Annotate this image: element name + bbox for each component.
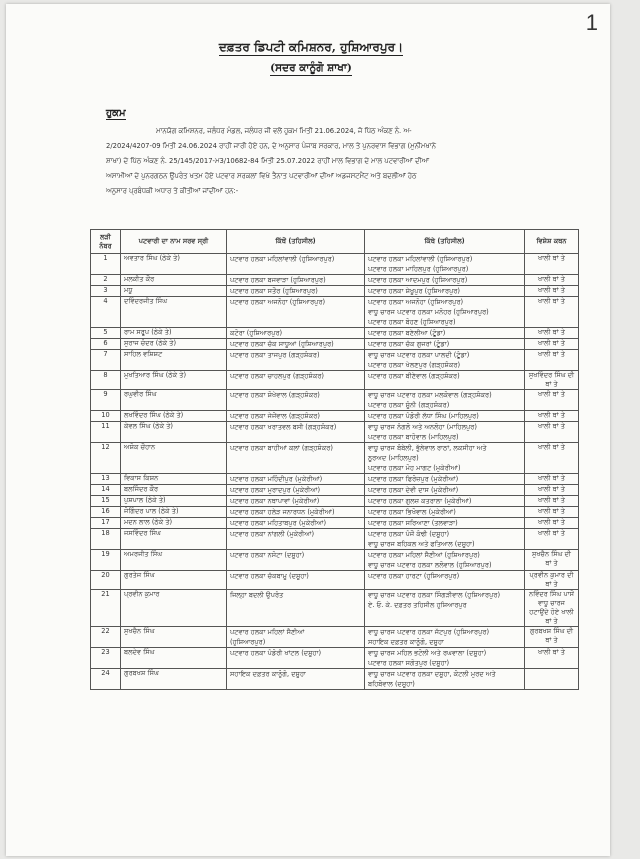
cell-serial: 13: [91, 474, 121, 485]
to-line: ਪਟਵਾਰ ਹਲਕਾ ਅਜਨੋਹਾ (ਹੁਸ਼ਿਆਰਪੁਰ): [368, 298, 464, 306]
cell-to: [365, 328, 525, 339]
cell-to: [365, 443, 525, 474]
to-line: ਪਟਵਾਰ ਹਲਕਾ ਮਾਹਿਲਪੁਰ (ਹੁਸ਼ਿਆਰਪੁਰ): [368, 265, 469, 273]
cell-from: [227, 286, 365, 297]
table-row: [91, 627, 579, 648]
to-line: ਵਾਧੂ ਚਾਰਜ ਪਟਵਾਰ ਹਲਕਾ ਮਨੋਹਰ (ਹੁਸ਼ਿਆਰਪੁਰ): [368, 308, 489, 316]
table-row: [91, 350, 579, 371]
cell-name: ਬਲਦੇਵ ਸਿੰਘ: [121, 648, 227, 669]
cell-from: [227, 507, 365, 518]
cell-serial: 2: [91, 275, 121, 286]
cell-remarks: ਖਾਲੀ ਥਾਂ ਤੇ: [525, 254, 579, 275]
cell-name: ਲਖਵਿੰਦਰ ਸਿੰਘ (ਠੇਕੇ ਤੇ): [121, 411, 227, 422]
cell-serial: 16: [91, 507, 121, 518]
from-line: (ਹੁਸ਼ਿਆਰਪੁਰ): [230, 638, 266, 646]
cell-name: ਵਿਕਾਸ ਕਿਸ਼ਨ: [121, 474, 227, 485]
cell-remarks: ਖਾਲੀ ਥਾਂ ਤੇ: [525, 443, 579, 474]
table-row: [91, 422, 579, 443]
table-row: [91, 648, 579, 669]
cell-serial: 8: [91, 371, 121, 390]
table-row: [91, 529, 579, 550]
cell-from: [227, 474, 365, 485]
table-header-row: [91, 230, 579, 254]
cell-serial: 12: [91, 443, 121, 474]
from-line: ਪਟਵਾਰ ਹਲਕਾ ਚੱਕਬਾਮੂ (ਦਸੂਹਾ): [230, 572, 309, 580]
cell-serial: 10: [91, 411, 121, 422]
cell-name: ਰਾਮ ਸਰੂਪ (ਠੇਕੇ ਤੇ): [121, 328, 227, 339]
to-line: ਪਟਵਾਰ ਹਲਕਾ ਆਦਮਪੁਰ (ਹੁਸ਼ਿਆਰਪੁਰ): [368, 276, 468, 284]
cell-from: [227, 669, 365, 690]
to-line: ਪਟਵਾਰ ਹਲਕਾ ਚੱਕ ਗੁਜਰਾਂ (ਟੂੰਡਾ): [368, 340, 450, 348]
from-line: ਪਟਵਾਰ ਹਲਕਾ ਸ਼ੋਖੇਵਾਲ (ਗੜ੍ਹਸ਼ੰਕਰ): [230, 391, 320, 399]
to-line: ਏ. ਓ. ਕੇ. ਦਫ਼ਤਰ ਤਹਿਸੀਲ ਹੁਸ਼ਿਆਰਪੁਰ: [368, 601, 467, 609]
cell-name: ਪੁਸ਼ਪਾਲ (ਠੇਕੇ ਤੇ): [121, 496, 227, 507]
cell-name: ਅਸ਼ੋਕ ਚੌਹਾਨ: [121, 443, 227, 474]
table-row: [91, 590, 579, 627]
cell-remarks: ਖਾਲੀ ਥਾਂ ਤੇ: [525, 275, 579, 286]
cell-serial: 21: [91, 590, 121, 627]
cell-from: [227, 339, 365, 350]
to-line: ਵਾਧੂ ਚਾਰਜ ਨੰਗਲੋ ਅਤੇ ਅਨਲੋਹਾ (ਮਾਹਿਲਪੁਰ): [368, 423, 477, 431]
from-line: ਪਟਵਾਰ ਹਲਕਾ ਚਾਹਲਪੁਰ (ਗੜ੍ਹਸ਼ੰਕਰ): [230, 372, 324, 380]
table-row: [91, 254, 579, 275]
cell-serial: 4: [91, 297, 121, 328]
order-line: ਸ਼ਾਖਾ) ਦੇ ਪਿੱਠ ਅੰਕਣ ਨੰ. 25/145/2017-ਮ3/10682-84 ਮਿਤੀ 25.07.2022 ਰਾਹੀਂ ਮਾਲ ਵਿਭਾਗ ਦੇ ਮਾਲ ਪਟਵਾਰੀਆਂ ਦੀਆਂ: [106, 157, 429, 165]
from-line: ਪਟਵਾਰ ਹਲਕਾ ਨਸੋਟਾ (ਦਸੂਹਾ): [230, 551, 305, 559]
document-page: [6, 4, 610, 856]
cell-name: ਮੁਖਤਿਆਰ ਸਿੰਘ (ਠੇਕੇ ਤੇ): [121, 371, 227, 390]
cell-remarks: ਖਾਲੀ ਥਾਂ ਤੇ: [525, 286, 579, 297]
to-line: ਵਾਧੂ ਚਾਰਜ ਪਟਵਾਰ ਹਲਕਾ ਜੱਟਪੁਰ (ਹੁਸ਼ਿਆਰਪੁਰ): [368, 628, 490, 636]
transfer-table: [90, 229, 579, 690]
to-line: ਪਟਵਾਰ ਹਲਕਾ ਗੁਲਜ਼ ਕਤਰਾਲਾ (ਮੁਕੇਰੀਆਂ): [368, 497, 472, 505]
page-number: 1: [585, 10, 598, 35]
cell-from: [227, 550, 365, 571]
to-line: ਪਟਵਾਰ ਹਲਕਾ ਸੂੰਨੀ (ਗੜ੍ਹਸ਼ੰਕਰ): [368, 401, 450, 409]
table-row: [91, 669, 579, 690]
cell-remarks: ਖਾਲੀ ਥਾਂ ਤੇ: [525, 474, 579, 485]
cell-from: [227, 590, 365, 627]
cell-to: [365, 496, 525, 507]
order-paragraph: [106, 124, 566, 199]
from-line: ਪਟਵਾਰ ਹਲਕਾ ਬਜਵਾੜਾ (ਹੁਸ਼ਿਆਰਪੁਰ): [230, 276, 326, 284]
table-row: [91, 443, 579, 474]
order-line: ਮਾਨਯੋਗ ਕਮਿਸ਼ਨਰ, ਜਲੰਧਰ ਮੰਡਲ, ਜਲੰਧਰ ਜੀ ਵਲੋਂ ਹੁਕਮ ਮਿਤੀ 21.06.2024, ਜੋ ਪਿੱਠ ਅੰਕਣ ਨੰ. ਅ-: [156, 127, 412, 135]
cell-serial: 5: [91, 328, 121, 339]
table-row: [91, 339, 579, 350]
cell-to: [365, 390, 525, 411]
to-line: ਪਟਵਾਰ ਹਲਕਾ ਪੰਜੌ ਕੰਢੀ (ਦਸੂਹਾ): [368, 530, 450, 538]
from-line: ਪਟਵਾਰ ਹਲਕਾ ਮਹਿਲਾਂ ਸੈਣੀਆਂ: [230, 628, 305, 636]
order-line: ਅਸਾਮੀਆਂ ਦੇ ਪੁਨਰਗਠਨ ਉਪਰੰਤ ਖਤਮ ਹੋਏ ਪਟਵਾਰ ਸਰਕਲਾਂ ਵਿਖੇ ਤੈਨਾਤ ਪਟਵਾਰੀਆਂ ਦੀਆਂ ਅਡਜਸਟਮੈਂਟ ਅਤੇ ਬਦਲੀਆਂ ਹੇਠ: [106, 172, 417, 180]
cell-from: [227, 390, 365, 411]
cell-remarks: ਖਾਲੀ ਥਾਂ ਤੇ: [525, 390, 579, 411]
cell-serial: 19: [91, 550, 121, 571]
cell-serial: 1: [91, 254, 121, 275]
cell-remarks: ਨਵਿੰਦਰ ਸਿੰਘ ਪਾਸੋਂ ਵਾਧੂ ਚਾਰਜ ਹਟਾਉਂਦੇ ਹੋਏ ਖਾਲੀ ਥਾਂ ਤੇ: [525, 590, 579, 627]
to-line: ਵਾਧੂ ਚਾਰਜ ਪਟਵਾਰ ਹਲਕਾ ਮਲਕੋਵਾਲ (ਗੜ੍ਹਸ਼ੰਕਰ): [368, 391, 492, 399]
cell-serial: 14: [91, 485, 121, 496]
from-line: ਪਟਵਾਰ ਹਲਕਾ ਹਲੇੜ ਜਨਾਰਧਨ (ਮੁਕੇਰੀਆਂ): [230, 508, 335, 516]
header-from: ਕਿੱਥੋਂ (ਤਹਿਸੀਲ): [227, 230, 365, 254]
cell-remarks: ਖਾਲੀ ਥਾਂ ਤੇ: [525, 328, 579, 339]
table-row: [91, 275, 579, 286]
cell-to: [365, 411, 525, 422]
cell-from: [227, 422, 365, 443]
cell-name: ਮਦਨ ਲਾਲ (ਠੇਕੇ ਤੇ): [121, 518, 227, 529]
office-title: [6, 40, 616, 55]
table-row: [91, 286, 579, 297]
cell-to: [365, 474, 525, 485]
cell-to: [365, 422, 525, 443]
to-line: ਪਟਵਾਰ ਹਲਕਾ ਮੋਹ ਮਾਗਟ (ਮੁਕੇਰੀਆਂ): [368, 464, 461, 472]
cell-remarks: ਪ੍ਰਵੀਨ ਕੁਮਾਰ ਦੀ ਥਾਂ ਤੇ: [525, 571, 579, 590]
cell-name: ਗੁਰਤੇਜ ਸਿੰਘ: [121, 571, 227, 590]
cell-from: [227, 518, 365, 529]
cell-serial: 22: [91, 627, 121, 648]
cell-name: ਜੋਗਿੰਦਰ ਪਾਲ (ਠੇਕੇ ਤੇ): [121, 507, 227, 518]
to-line: ਬਹਿਬੋਵਾਲ (ਦਸੂਹਾ): [368, 680, 415, 688]
to-line: ਵਾਧੂ ਚਾਰਜ ਪਟਵਾਰ ਹਲਕਾ ਸਿੰਗੜੀਵਾਲ (ਹੁਸ਼ਿਆਰਪੁਰ): [368, 591, 501, 599]
cell-to: [365, 590, 525, 627]
to-line: ਪਟਵਾਰ ਹਲਕਾ ਬੋਹਣ (ਹੁਸ਼ਿਆਰਪੁਰ): [368, 318, 456, 326]
cell-serial: 6: [91, 339, 121, 350]
table-row: [91, 328, 579, 339]
cell-serial: 24: [91, 669, 121, 690]
table-row: [91, 507, 579, 518]
cell-from: [227, 648, 365, 669]
table-row: [91, 411, 579, 422]
cell-serial: 23: [91, 648, 121, 669]
cell-to: [365, 286, 525, 297]
to-line: ਪਟਵਾਰ ਹਲਕਾ ਮਹਿਲਾਂ ਸੈਣੀਆਂ (ਹੁਸ਼ਿਆਰਪੁਰ): [368, 551, 480, 559]
branch-subtitle-text: (ਸਦਰ ਕਾਨੂੰਗੋ ਸ਼ਾਖਾ): [270, 62, 352, 74]
from-line: ਪਟਵਾਰ ਹਲਕਾ ਪੰਡੋਰੀ ਖਾਂਟਲ (ਦਸੂਹਾ): [230, 649, 322, 657]
cell-from: [227, 571, 365, 590]
to-line: ਪਟਵਾਰ ਹਲਕਾ ਫਿਰੋਜ਼ਪੁਰ (ਮੁਕੇਰੀਆਂ): [368, 475, 459, 483]
cell-to: [365, 371, 525, 390]
cell-remarks: ਸੁਖਵਿੰਦਰ ਸਿੰਘ ਦੀ ਥਾਂ ਤੇ: [525, 371, 579, 390]
cell-to: [365, 507, 525, 518]
cell-name: ਸੁਖਚੈਨ ਸਿੰਘ: [121, 627, 227, 648]
cell-serial: 18: [91, 529, 121, 550]
to-line: ਸਹਾਇਕ ਦਫ਼ਤਰ ਕਾਨੂੰਗੋ, ਦਸੂਹਾ: [368, 638, 444, 646]
cell-from: [227, 297, 365, 328]
from-line: ਪਟਵਾਰ ਹਲਕਾ ਤਾਜਪੁਰ (ਗੜ੍ਹਸ਼ੰਕਰ): [230, 351, 320, 359]
cell-from: [227, 485, 365, 496]
cell-remarks: ਖਾਲੀ ਥਾਂ ਤੇ: [525, 297, 579, 328]
cell-serial: 15: [91, 496, 121, 507]
from-line: ਪਟਵਾਰ ਹਲਕਾ ਅਜਨੋਹਾ (ਹੁਸ਼ਿਆਰਪੁਰ): [230, 298, 326, 306]
order-line: 2/2024/4207-09 ਮਿਤੀ 24.06.2024 ਰਾਹੀਂ ਜਾਰੀ ਹੋਏ ਹਨ, ਦੇ ਅਨੁਸਾਰ ਪੰਜਾਬ ਸਰਕਾਰ, ਮਾਲ ਤੇ ਪੁਨਰਵਾਸ ਵਿਭਾਗ (ਮੁਨੀਮਖਾਨੇ: [106, 142, 436, 150]
header-name: ਪਟਵਾਰੀ ਦਾ ਨਾਮ ਸਰਵ ਸ੍ਰੀ: [121, 230, 227, 254]
from-line: ਪਟਵਾਰ ਹਲਕਾ ਖਰਾਤਵਲ ਬਸੀ (ਗੜ੍ਹਸ਼ੰਕਰ): [230, 423, 337, 431]
cell-serial: 20: [91, 571, 121, 590]
cell-from: [227, 411, 365, 422]
cell-name: ਮਧੂ: [121, 286, 227, 297]
cell-name: ਬਲਜਿੰਦਰ ਕੌਰ: [121, 485, 227, 496]
cell-serial: 9: [91, 390, 121, 411]
cell-remarks: ਗੁਰਬਖਸ਼ ਸਿੰਘ ਦੀ ਥਾਂ ਤੇ: [525, 627, 579, 648]
cell-from: [227, 350, 365, 371]
from-line: ਪਟਵਾਰ ਹਲਕਾ ਮਹਿਲਾਂਵਾਲੀ (ਹੁਸ਼ਿਆਰਪੁਰ): [230, 255, 335, 263]
cell-from: [227, 496, 365, 507]
to-line: ਪਟਵਾਰ ਹਲਕਾ ਬਾਹੋਵਾਲ (ਮਾਹਿਲਪੁਰ): [368, 433, 459, 441]
cell-to: [365, 297, 525, 328]
cell-from: [227, 275, 365, 286]
cell-remarks: ਖਾਲੀ ਥਾਂ ਤੇ: [525, 518, 579, 529]
from-line: ਕਟੋਰਾ (ਹੁਸ਼ਿਆਰਪੁਰ): [230, 329, 283, 337]
header-to: ਕਿੱਥੇ (ਤਹਿਸੀਲ): [365, 230, 525, 254]
branch-subtitle: [6, 62, 616, 75]
cell-name: ਮਲਕੀਤ ਕੌਰ: [121, 275, 227, 286]
from-line: ਪਟਵਾਰ ਹਲਕਾ ਮਹਿਤਾਬਪੁਰ (ਮੁਕੇਰੀਆਂ): [230, 519, 327, 527]
cell-remarks: ਖਾਲੀ ਥਾਂ ਤੇ: [525, 350, 579, 371]
to-line: ਵਾਧੂ ਚਾਰਜ ਬੰਬੇਲੀ, ਭੁੱਲੇਵਾਲ ਰਾਠਾਂ, ਲਕਸੀਹਾ ਅਤੇ: [368, 444, 487, 452]
cell-to: [365, 627, 525, 648]
to-line: ਵਾਧੂ ਚਾਰਜ ਬਹਿਕਲ ਅਤੇ ਫਤਿਆਲ (ਦਸੂਹਾ): [368, 540, 475, 548]
to-line: ਪਟਵਾਰ ਹਲਕਾ ਮਹਿਲਾਂਵਾਲੀ (ਹੁਸ਼ਿਆਰਪੁਰ): [368, 255, 473, 263]
from-line: ਪਟਵਾਰ ਹਲਕਾ ਨਾਂਗਲੀ (ਮੁਕੇਰੀਆਂ): [230, 530, 315, 538]
office-title-text: ਦਫ਼ਤਰ ਡਿਪਟੀ ਕਮਿਸ਼ਨਰ, ਹੁਸ਼ਿਆਰਪੁਰ।: [218, 40, 404, 54]
cell-to: [365, 485, 525, 496]
table-body: [91, 254, 579, 690]
to-line: ਪਟਵਾਰ ਹਲਕਾ ਭਿਖੋਵਾਲ (ਮੁਕੇਰੀਆਂ): [368, 508, 456, 516]
from-line: ਪਟਵਾਰ ਹਲਕਾ ਜੇਜੋਂਵਾਲ (ਗੜ੍ਹਸ਼ੰਕਰ): [230, 412, 320, 420]
cell-remarks: ਸੁਖਚੈਨ ਸਿੰਘ ਦੀ ਥਾਂ ਤੇ: [525, 550, 579, 571]
to-line: ਵਾਧੂ ਚਾਰਜ ਪਟਵਾਰ ਹਲਕਾ ਦਸੂਹਾ, ਕੋਟਲੀ ਮੁਰਦ ਅਤੇ: [368, 670, 496, 678]
to-line: ਪਟਵਾਰ ਹਲਕਾ ਪੰਡੋਰੀ ਲੱਧਾ ਸਿੰਘ (ਮਾਹਿਲਪੁਰ): [368, 412, 479, 420]
from-line: ਪਟਵਾਰ ਹਲਕਾ ਮੁਰਾਦਪੁਰ (ਮੁਕੇਰੀਆਂ): [230, 486, 321, 494]
to-line: ਪਟਵਾਰ ਹਲਕਾ ਸ਼ੇਖੂਪੁਰ (ਹੁਸ਼ਿਆਰਪੁਰ): [368, 287, 460, 295]
cell-remarks: ਖਾਲੀ ਥਾਂ ਤੇ: [525, 422, 579, 443]
cell-remarks: ਖਾਲੀ ਥਾਂ ਤੇ: [525, 339, 579, 350]
cell-name: ਜਸਵਿੰਦਰ ਸਿੰਘ: [121, 529, 227, 550]
cell-to: [365, 529, 525, 550]
from-line: ਪਟਵਾਰ ਹਲਕਾ ਸਤੌਰ (ਹੁਸ਼ਿਆਰਪੁਰ): [230, 287, 318, 295]
cell-remarks: ਖਾਲੀ ਥਾਂ ਤੇ: [525, 485, 579, 496]
cell-name: ਰਘੁਵੀਰ ਸਿੰਘ: [121, 390, 227, 411]
table-row: [91, 474, 579, 485]
cell-to: [365, 254, 525, 275]
cell-serial: 3: [91, 286, 121, 297]
cell-remarks: ਖਾਲੀ ਥਾਂ ਤੇ: [525, 496, 579, 507]
to-line: ਵਾਧੂ ਚਾਰਜ ਪਟਵਾਰ ਹਲਕਾ ਲਲੋਵਾਲ (ਹੁਸ਼ਿਆਰਪੁਰ): [368, 561, 492, 569]
from-line: ਸਹਾਇਕ ਦਫ਼ਤਰ ਕਾਨੂੰਗੋ, ਦਸੂਹਾ: [230, 670, 306, 678]
table-row: [91, 571, 579, 590]
cell-serial: 7: [91, 350, 121, 371]
from-line: ਜਿਲ੍ਹਾ ਬਦਲੀ ਉਪਰੰਤ: [230, 591, 284, 599]
to-line: ਵਾਧੂ ਚਾਰਜ ਪਟਵਾਰ ਹਲਕਾ ਪਾਲਦੀ (ਟੂੰਡਾ): [368, 351, 470, 359]
order-heading: ਹੁਕਮ: [106, 108, 126, 119]
cell-to: [365, 648, 525, 669]
cell-name: ਦਵਿੰਦਰਜੀਤ ਸਿੰਘ: [121, 297, 227, 328]
cell-name: ਸਾਹਿਲ ਵਸ਼ਿਸ਼ਟ: [121, 350, 227, 371]
to-line: ਪਟਵਾਰ ਹਲਕਾ ਦੇਵੀ ਦਾਸ (ਮੁਕੇਰੀਆਂ): [368, 486, 459, 494]
cell-remarks: ਖਾਲੀ ਥਾਂ ਤੇ: [525, 507, 579, 518]
table-row: [91, 390, 579, 411]
table-row: [91, 485, 579, 496]
cell-from: [227, 254, 365, 275]
to-line: ਵਾਧੂ ਚਾਰਜ ਮਹਿਲ ਭਟੋਲੀ ਅਤੇ ਰਘਵਾਲਾ (ਦਸੂਹਾ): [368, 649, 487, 657]
cell-name: ਕੇਵਲ ਸਿੰਘ (ਠੇਕੇ ਤੇ): [121, 422, 227, 443]
cell-to: [365, 550, 525, 571]
cell-from: [227, 328, 365, 339]
to-line: ਪਟਵਾਰ ਹਲਕਾ ਖੇਲਣਪੁਰ (ਗੜ੍ਹਸ਼ੰਕਰ): [368, 361, 461, 369]
cell-from: [227, 371, 365, 390]
table-row: [91, 297, 579, 328]
cell-from: [227, 529, 365, 550]
from-line: ਪਟਵਾਰ ਹਲਕਾ ਚੱਕ ਸਾਧੂਆਂ (ਹੁਸ਼ਿਆਰਪੁਰ): [230, 340, 334, 348]
cell-from: [227, 443, 365, 474]
cell-to: [365, 518, 525, 529]
cell-remarks: ਖਾਲੀ ਥਾਂ ਤੇ: [525, 411, 579, 422]
cell-serial: 17: [91, 518, 121, 529]
cell-from: [227, 627, 365, 648]
cell-remarks: ਖਾਲੀ ਥਾਂ ਤੇ: [525, 648, 579, 669]
to-line: ਪਟਵਾਰ ਹਲਕਾ ਬਣੇਲੀਆ (ਟੂੰਡਾ): [368, 329, 446, 337]
cell-serial: 11: [91, 422, 121, 443]
cell-name: ਗੁਰਬਖਸ਼ ਸਿੰਘ: [121, 669, 227, 690]
cell-name: ਪ੍ਰਵੀਨ ਕੁਮਾਰ: [121, 590, 227, 627]
cell-name: ਅਵਤਾਰ ਸਿੰਘ (ਠੇਕੇ ਤੇ): [121, 254, 227, 275]
cell-to: [365, 669, 525, 690]
to-line: ਨੂਰਅਦ (ਮਾਹਿਲਪੁਰ): [368, 454, 419, 462]
cell-remarks: [525, 669, 579, 690]
table-row: [91, 550, 579, 571]
cell-remarks: ਖਾਲੀ ਥਾਂ ਤੇ: [525, 529, 579, 550]
cell-to: [365, 275, 525, 286]
from-line: ਪਟਵਾਰ ਹਲਕਾ ਨਥਾਪਾਵਾਂ (ਮੁਕੇਰੀਆਂ): [230, 497, 320, 505]
table-row: [91, 496, 579, 507]
cell-to: [365, 571, 525, 590]
cell-to: [365, 339, 525, 350]
to-line: ਪਟਵਾਰ ਹਲਕਾ ਸਗੋਤਪੁਰ (ਦਸੂਹਾ): [368, 659, 450, 667]
header-remarks: ਵਿਸ਼ੇਸ਼ ਕਥਨ: [525, 230, 579, 254]
to-line: ਪਟਵਾਰ ਹਲਕਾ ਬੀਣੇਵਾਲ (ਗੜ੍ਹਸ਼ੰਕਰ): [368, 372, 460, 380]
table-row: [91, 518, 579, 529]
from-line: ਪਟਵਾਰ ਹਲਕਾ ਬਾਹੀਆਂ ਕਲਾਂ (ਗੜ੍ਹਸ਼ੰਕਰ): [230, 444, 333, 452]
cell-to: [365, 350, 525, 371]
from-line: ਪਟਵਾਰ ਹਲਕਾ ਮਹਿੰਦੀਪੁਰ (ਮੁਕੇਰੀਆਂ): [230, 475, 323, 483]
to-line: ਪਟਵਾਰ ਹਲਕਾ ਹਾਰਟਾ (ਹੁਸ਼ਿਆਰਪੁਰ): [368, 572, 460, 580]
cell-name: ਸੁਰਾਜ ਚੰਦਰ (ਠੇਕੇ ਤੇ): [121, 339, 227, 350]
order-line: ਅਨੁਸਾਰ ਪ੍ਰਬੰਧਕੀ ਅਧਾਰ ਤੇ ਕੀਤੀਆਂ ਜਾਂਦੀਆਂ ਹਨ:-: [106, 187, 239, 195]
to-line: ਪਟਵਾਰ ਹਲਕਾ ਸਰਿਆਣਾ (ਤਲਵਾੜਾ): [368, 519, 458, 527]
cell-name: ਅਮਰਜੀਤ ਸਿੰਘ: [121, 550, 227, 571]
header-serial: ਲੜੀ ਨੰਬਰ: [91, 230, 121, 254]
table-row: [91, 371, 579, 390]
